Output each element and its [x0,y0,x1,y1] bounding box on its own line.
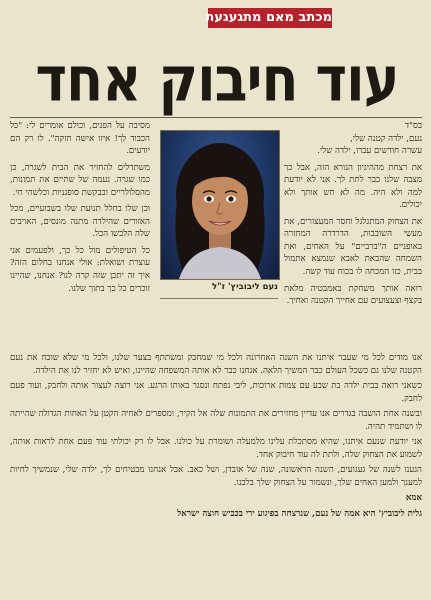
author-note: גלית ליבוביץ' היא אמה של נעם, שנרצחה בפיגוע ירי בכביש חוצה ישראל [177,509,422,520]
paragraph: כשאני רואה בבית ילדה בת שבע עם צמות ארוכות, ליבי נפתח ונסגר באותו הרגע. אני רוצה לעצור אותה ולחבק, ועוד פעם לחבק. [10,381,422,404]
headline: עוד חיבוק אחד [35,43,399,116]
paragraph: אנו מודים לכל מי שעבר איתנו את השנה האחרונה ולכל מי שמחבק ומשתתף בצער שלנו, ולכל מי שלא שוכח את נעם הקטנה שלנו גם כשכל העולם כבר המשיך הלאה. אנחנו כבר לא אותה המשפחה שהיינו, ואיש לא יחזיר לנו את הילדה. [10,353,422,376]
article-column-right [284,120,422,352]
article-column-left [10,120,150,352]
paragraph: את הצחוק המתגלגל וחסר המעצורים, את מעשי השובבות, הדרדרה המחזרה באופניים ה"ברביים" על האחים, ואת השמחה שהבאת לאבא שנמצא אתמול בבית, כזו המכחה לו בכוח עוד קשה. [284,216,422,278]
girl-portrait-image [161,131,279,279]
paragraph: הגענו לשנה של געגועים, השנה הראשונה, שנה של אובדן, ושל כאב. אבל אנחנו מבטיחים לך, ילדה שלי, שנמשיך לחיות למענך ולמען האחים שלך, ונשמור על הצחוק שלך בלבנו. [10,465,422,488]
photo-caption: נעם ליבוביץ' ז"ל [212,282,278,292]
paragraph: אני יודעת שנעם איתנו, שהיא מסתכלת עלינו מלמעלה ושומרת על כולנו. אבל לו רק יכולתי עוד פעם אחת לראות אותה, לשמוע את הצחוק שלה, ולתת לה עוד חיבוק אחד. [10,437,422,460]
paragraph: רואה אותך משחקת באמבטיה מלאת בקצף וצעצועים עם אחייך הקטנה ואחיך. [284,283,422,307]
paragraph: את רצחת מההיגיון הנורא הזה, אבל כך מצבה שלנו כבר לתת לך. אני לא יודעת למה ולא היה. מה לא חש אותך ולא יכולים. [284,162,422,211]
closing-signoff: אמא [405,493,422,504]
portrait-photo [160,130,280,280]
paragraph: ובשנה אחת הושבה בגדרים אנו עדיין מחזירים את התמונות שלה אל הקיר, ומספרים לאחיה הקטן על האחות הגדולה שהייתה לו ושתמיד תהיה. [10,409,422,432]
paragraph: כל הטיפולים מול כל כך, ולפעמים אני עוצרת ושואלת: אולי אנחנו בחלום הזה? איך זה יתכן שזה קרה לנו? אנחנו, שהיינו זוכרים כל כך בתוך שלנו. [10,245,150,294]
paragraph: מסיבה על הפנים, וכולם אומרים לי: "כל הכבוד לך! איזו אישה חזקה". לו רק הם יודעים. [10,121,150,157]
paragraph: בס"ד [404,121,422,131]
paragraph: וכן שלו בחלל תנועת שלו בשבועיים, מכל האזורים שהילדה מתנה מונסים, האויבים שלה הלבשו הכל. [10,204,150,240]
paragraph: נעם, ילדה קטנה שלי, [350,133,422,144]
paragraph: משתדלים להחזיר את הבית לשגרה, כן כמו שגרה. נעמה של שתיים את תמונות, מהסלולריים ובבקשת סופגניות וכלשהי חי. [10,162,150,198]
section-banner: מכתב מאם מתגעגעת [208,8,332,28]
caption-divider [160,298,278,299]
article-column-bottom [10,352,422,588]
paragraph: עשרה חודשים עברו, ילדה שלי. [317,146,422,157]
headline-rule [10,117,422,118]
